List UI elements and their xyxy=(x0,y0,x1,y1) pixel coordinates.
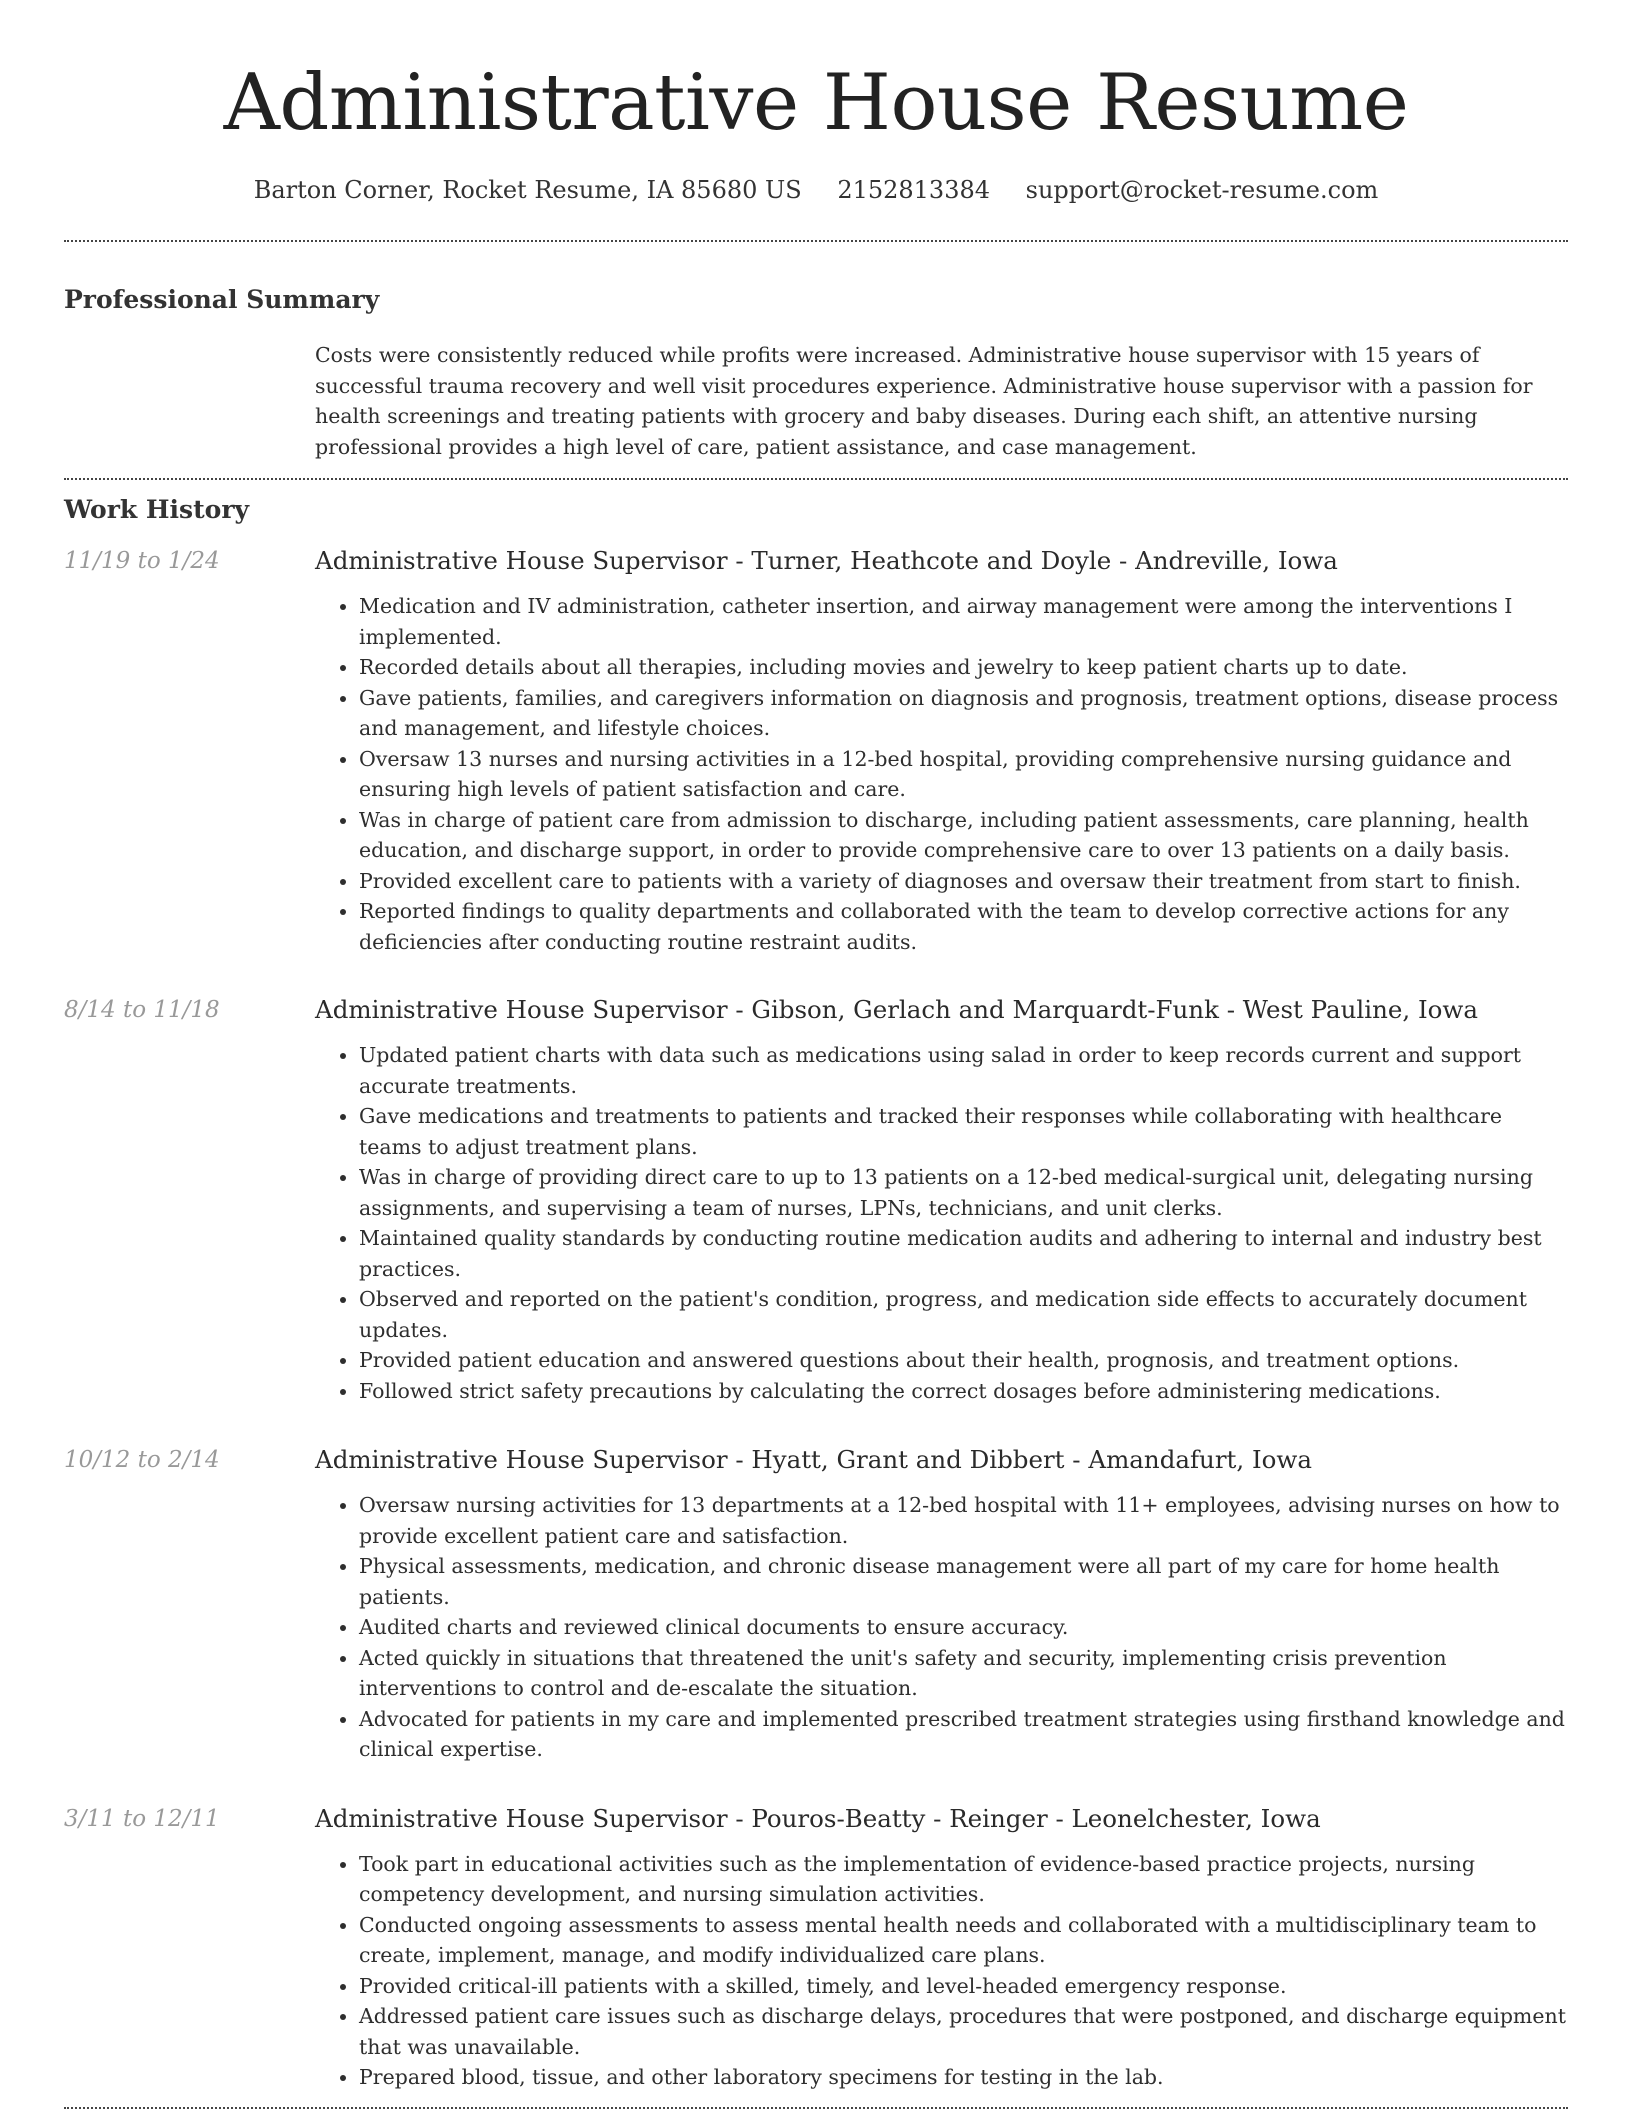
job-entry xyxy=(64,544,1568,957)
header-divider xyxy=(64,240,1568,242)
job-bullet: • Was in charge of patient care from admission to discharge, including patient assessments, care planning, health education, and discharge support, in order to provide comprehensive care to over 13 patients on a daily basis. xyxy=(359,805,1568,866)
job-bullet-list xyxy=(315,591,1568,957)
job-bullet: • Maintained quality standards by conducting routine medication audits and adhering to internal and industry best practices. xyxy=(359,1223,1568,1284)
job-bullet: • Oversaw 13 nurses and nursing activities in a 12-bed hospital, providing comprehensive nursing guidance and ensuring high levels of patient satisfaction and care. xyxy=(359,744,1568,805)
footer-divider xyxy=(64,2107,1568,2109)
job-title: Administrative House Supervisor - Gibson, Gerlach and Marquardt-Funk - West Pauline, Iowa xyxy=(315,995,1478,1024)
job-bullet: • Addressed patient care issues such as discharge delays, procedures that were postponed, and discharge equipment that was unavailable. xyxy=(359,2001,1568,2062)
job-bullet: • Provided critical-ill patients with a skilled, timely, and level-headed emergency response. xyxy=(359,1971,1568,2002)
job-dates: 3/11 to 12/11 xyxy=(64,1805,220,1832)
job-bullet: • Updated patient charts with data such as medications using salad in order to keep records current and support accurate treatments. xyxy=(359,1040,1568,1101)
job-bullet: • Audited charts and reviewed clinical documents to ensure accuracy. xyxy=(359,1612,1568,1643)
job-dates: 11/19 to 1/24 xyxy=(64,548,220,574)
job-bullet: • Observed and reported on the patient's condition, progress, and medication side effects to accurately document updates. xyxy=(359,1284,1568,1345)
job-bullet: • Oversaw nursing activities for 13 departments at a 12-bed hospital with 11+ employees, advising nurses on how to provide excellent patient care and satisfaction. xyxy=(359,1490,1568,1551)
job-bullet: • Advocated for patients in my care and implemented prescribed treatment strategies using firsthand knowledge and clinical expertise. xyxy=(359,1704,1568,1765)
resume-page xyxy=(64,0,1568,2109)
summary-text: Costs were consistently reduced while profits were increased. Administrative house supervisor with 15 years of successful trauma recovery and well visit procedures experience. Administrative house supervisor with a passion for health screenings and treating patients with grocery and baby diseases. During each shift, an attentive nursing professional provides a high level of care, patient assistance, and case management. xyxy=(315,343,1533,459)
job-dates: 10/12 to 2/14 xyxy=(64,1447,220,1473)
job-bullet: • Physical assessments, medication, and chronic disease management were all part of my care for home health patients. xyxy=(359,1551,1568,1612)
contact-phone: 2152813384 xyxy=(837,176,991,204)
job-entry xyxy=(64,1443,1568,1765)
job-title: Administrative House Supervisor - Turner, Heathcote and Doyle - Andreville, Iowa xyxy=(315,546,1338,575)
job-bullet: • Provided excellent care to patients with a variety of diagnoses and oversaw their treatment from start to finish. xyxy=(359,866,1568,897)
resume-title: Administrative House Resume xyxy=(223,58,1409,148)
contact-line xyxy=(64,174,1568,206)
job-bullet: • Provided patient education and answered questions about their health, prognosis, and treatment options. xyxy=(359,1345,1568,1376)
job-bullet: • Was in charge of providing direct care to up to 13 patients on a 12-bed medical-surgical unit, delegating nursing assignments, and supervising a team of nurses, LPNs, technicians, and unit clerks. xyxy=(359,1162,1568,1223)
job-bullet: • Recorded details about all therapies, including movies and jewelry to keep patient charts up to date. xyxy=(359,652,1568,683)
job-bullet-list xyxy=(315,1490,1568,1765)
summary-divider xyxy=(64,478,1568,480)
job-bullet: • Acted quickly in situations that threatened the unit's safety and security, implementing crisis prevention interventions to control and de-escalate the situation. xyxy=(359,1643,1568,1704)
job-title: Administrative House Supervisor - Pouros-Beatty - Reinger - Leonelchester, Iowa xyxy=(315,1803,1321,1833)
job-bullet: • Prepared blood, tissue, and other laboratory specimens for testing in the lab. xyxy=(359,2062,1568,2093)
contact-email: support@rocket-resume.com xyxy=(1025,176,1379,204)
job-bullet: • Medication and IV administration, catheter insertion, and airway management were among the interventions I implemented. xyxy=(359,591,1568,652)
job-bullet: • Reported findings to quality departments and collaborated with the team to develop corrective actions for any deficiencies after conducting routine restraint audits. xyxy=(359,896,1568,957)
job-bullet-list xyxy=(315,1040,1568,1406)
job-bullet: • Conducted ongoing assessments to assess mental health needs and collaborated with a multidisciplinary team to create, implement, manage, and modify individualized care plans. xyxy=(359,1910,1568,1971)
job-bullet-list xyxy=(315,1849,1568,2093)
job-bullet: • Gave patients, families, and caregivers information on diagnosis and prognosis, treatment options, disease process and management, and lifestyle choices. xyxy=(359,683,1568,744)
job-entry xyxy=(64,1802,1568,2093)
job-title: Administrative House Supervisor - Hyatt, Grant and Dibbert - Amandafurt, Iowa xyxy=(315,1445,1312,1474)
summary-heading: Professional Summary xyxy=(64,285,380,314)
job-bullet: • Followed strict safety precautions by calculating the correct dosages before administering medications. xyxy=(359,1376,1568,1407)
work-history-heading: Work History xyxy=(64,495,250,524)
job-entry xyxy=(64,993,1568,1406)
job-bullet: • Gave medications and treatments to patients and tracked their responses while collaborating with healthcare teams to adjust treatment plans. xyxy=(359,1101,1568,1162)
job-dates: 8/14 to 11/18 xyxy=(64,997,220,1023)
job-bullet: • Took part in educational activities such as the implementation of evidence-based practice projects, nursing competency development, and nursing simulation activities. xyxy=(359,1849,1568,1910)
contact-address: Barton Corner, Rocket Resume, IA 85680 US xyxy=(253,176,802,204)
